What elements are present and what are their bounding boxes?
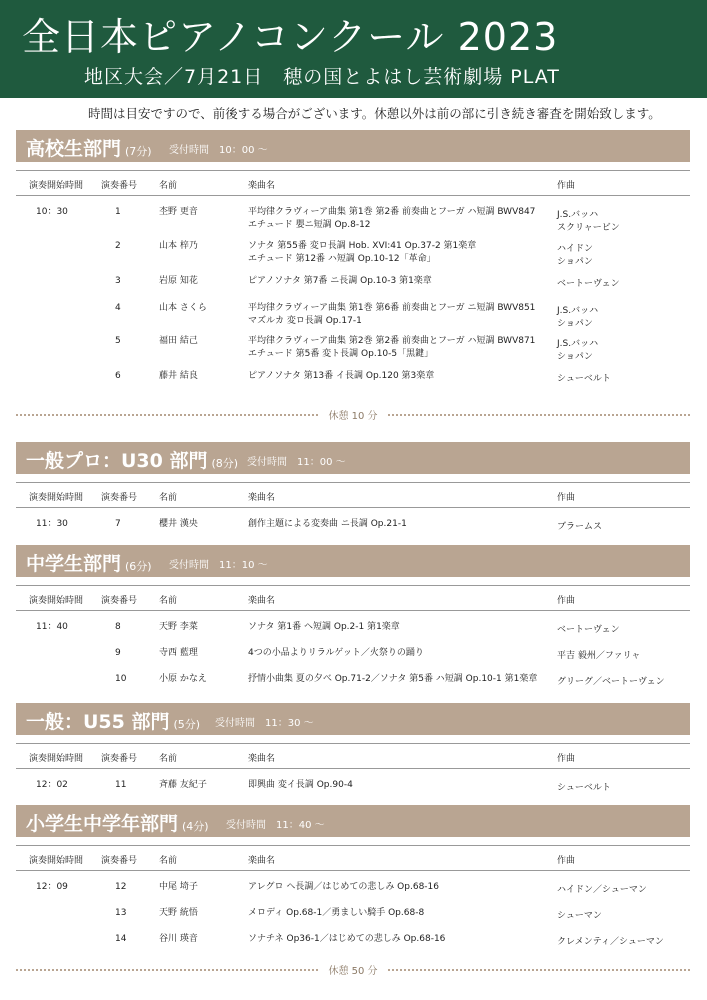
performer-name: 山本 梓乃	[159, 241, 198, 251]
column-header-row	[16, 482, 690, 508]
performer-name: 福田 結己	[159, 336, 198, 346]
piece-title: ピアノソナタ 第7番 ニ長調 Op.10-3 第1楽章	[248, 276, 432, 286]
column-header-piece: 楽曲名	[248, 754, 276, 764]
piece-title: ソナタ 第55番 変ロ長調 Hob. XVI:41 Op.37-2 第1楽章	[248, 241, 477, 251]
category-title	[26, 707, 200, 734]
piece-title: 即興曲 変イ長調 Op.90-4	[248, 780, 353, 790]
performance-number: 12	[115, 882, 127, 892]
intermission-label: 休憩 10 分	[318, 407, 387, 422]
piece-title: 創作主題による変奏曲 ニ長調 Op.21-1	[248, 519, 407, 529]
header-banner	[0, 0, 707, 98]
reception-time: 受付時間 11：00 ～	[247, 457, 346, 468]
piece-title: エチュード 嬰ニ短調 Op.8-12	[248, 220, 371, 230]
performer-name: 櫻井 漢央	[159, 519, 198, 529]
column-header-name: 名前	[159, 181, 178, 191]
piece-title: 4つの小品よりリラルゲット／火祭りの踊り	[248, 648, 424, 658]
performer-name: 山本 さくら	[159, 303, 207, 313]
performance-number: 4	[115, 303, 121, 313]
reception-time: 受付時間 11：40 ～	[226, 820, 325, 831]
column-header-piece: 楽曲名	[248, 181, 276, 191]
performance-number: 14	[115, 934, 127, 944]
column-header-composer: 作曲	[557, 596, 576, 606]
performance-duration: (6分)	[125, 560, 152, 573]
composer-name: J.S.バッハ	[557, 210, 599, 220]
category-header	[16, 545, 690, 577]
composer-name: ハイドン／シューマン	[557, 885, 647, 895]
start-time: 12：09	[36, 882, 68, 892]
composer-name: J.S.バッハ	[557, 306, 599, 316]
category-title	[26, 809, 209, 836]
column-header-row	[16, 743, 690, 769]
piece-title: 平均律クラヴィーア曲集 第1巻 第6番 前奏曲とフーガ ニ短調 BWV851	[248, 303, 536, 313]
performer-name: 谷川 瑛音	[159, 934, 198, 944]
composer-name: グリーグ／ベートーヴェン	[557, 677, 665, 687]
composer-name: シューベルト	[557, 783, 611, 793]
performer-name: 斉藤 友紀子	[159, 780, 207, 790]
performer-name: 岩原 知花	[159, 276, 198, 286]
column-header-composer: 作曲	[557, 856, 576, 866]
column-header-name: 名前	[159, 596, 178, 606]
category-header	[16, 442, 690, 474]
column-header-name: 名前	[159, 754, 178, 764]
performance-number: 11	[115, 780, 127, 790]
category-section	[16, 703, 690, 793]
performer-name: 中尾 埼子	[159, 882, 198, 892]
performance-number: 13	[115, 908, 127, 918]
piece-title: 平均律クラヴィーア曲集 第2巻 第2番 前奏曲とフーガ ハ短調 BWV871	[248, 336, 536, 346]
column-header-row	[16, 845, 690, 871]
category-name: 高校生部門	[26, 138, 122, 160]
category-section	[16, 805, 690, 947]
start-time: 11：30	[36, 519, 68, 529]
composer-name: 平吉 毅州／ファリャ	[557, 651, 641, 661]
column-header-start: 演奏開始時間	[29, 754, 84, 764]
piece-title: ソナチネ Op36-1／はじめての悲しみ Op.68-16	[248, 934, 446, 944]
composer-name: ベートーヴェン	[557, 279, 620, 289]
column-header-name: 名前	[159, 856, 178, 866]
category-title	[26, 446, 238, 473]
piece-title: マズルカ 変ロ長調 Op.17-1	[248, 316, 362, 326]
piece-title: アレグロ ヘ長調／はじめての悲しみ Op.68-16	[248, 882, 439, 892]
category-name: 中学生部門	[26, 553, 122, 575]
performance-number: 6	[115, 371, 121, 381]
performance-duration: (4分)	[182, 820, 209, 833]
category-section	[16, 130, 690, 384]
category-section	[16, 545, 690, 687]
piece-title: 平均律クラヴィーア曲集 第1巻 第2番 前奏曲とフーガ ハ短調 BWV847	[248, 207, 536, 217]
category-title	[26, 134, 152, 161]
column-header-num: 演奏番号	[101, 493, 138, 503]
piece-title: エチュード 第5番 変ト長調 Op.10-5「黒鍵」	[248, 349, 434, 359]
composer-name: ショパン	[557, 319, 593, 329]
column-header-name: 名前	[159, 493, 178, 503]
piece-title: メロディ Op.68-1／勇ましい騎手 Op.68-8	[248, 908, 425, 918]
column-header-num: 演奏番号	[101, 856, 138, 866]
column-header-row	[16, 585, 690, 611]
column-header-start: 演奏開始時間	[29, 856, 84, 866]
performance-number: 5	[115, 336, 121, 346]
page-subtitle: 地区大会／7月21日 穂の国とよはし芸術劇場 PLAT	[84, 66, 560, 88]
performer-name: 藤井 結良	[159, 371, 198, 381]
column-header-start: 演奏開始時間	[29, 493, 84, 503]
column-header-composer: 作曲	[557, 754, 576, 764]
column-header-num: 演奏番号	[101, 596, 138, 606]
piece-title: 抒情小曲集 夏の夕べ Op.71-2／ソナタ 第5番 ハ短調 Op.10-1 第1楽章	[248, 674, 538, 684]
column-header-composer: 作曲	[557, 181, 576, 191]
column-header-start: 演奏開始時間	[29, 596, 84, 606]
piece-title: ピアノソナタ 第13番 イ長調 Op.120 第3楽章	[248, 371, 435, 381]
performance-number: 2	[115, 241, 121, 251]
performance-number: 3	[115, 276, 121, 286]
column-header-composer: 作曲	[557, 493, 576, 503]
column-header-piece: 楽曲名	[248, 856, 276, 866]
performance-duration: (8分)	[211, 457, 239, 470]
composer-name: ベートーヴェン	[557, 625, 620, 635]
performer-name: 天野 李菜	[159, 622, 198, 632]
intermission-label: 休憩 50 分	[318, 962, 387, 977]
column-header-num: 演奏番号	[101, 181, 138, 191]
category-header	[16, 130, 690, 162]
performer-name: 天野 統悟	[159, 908, 198, 918]
column-header-piece: 楽曲名	[248, 596, 276, 606]
category-name: 一般：U55 部門	[26, 711, 170, 733]
composer-name: J.S.バッハ	[557, 339, 599, 349]
composer-name: シューマン	[557, 911, 602, 921]
column-header-start: 演奏開始時間	[29, 181, 84, 191]
piece-title: ソナタ 第1番 ヘ短調 Op.2-1 第1楽章	[248, 622, 400, 632]
performance-duration: (7分)	[125, 145, 152, 158]
composer-name: ブラームス	[557, 522, 603, 532]
performance-duration: (5分)	[173, 718, 201, 731]
category-title	[26, 549, 152, 576]
intermission-divider	[16, 408, 690, 422]
category-section	[16, 442, 690, 532]
intermission-divider	[16, 963, 690, 977]
category-header	[16, 805, 690, 837]
composer-name: クレメンティ／シューマン	[557, 937, 664, 947]
piece-title: エチュード 第12番 ハ短調 Op.10-12「革命」	[248, 254, 436, 264]
performance-number: 1	[115, 207, 121, 217]
composer-name: ショパン	[557, 352, 593, 362]
timing-notice: 時間は目安ですので、前後する場合がございます。休憩以外は前の部に引き続き審査を開始致します。	[88, 106, 661, 121]
performer-name: 小原 かなえ	[159, 674, 207, 684]
reception-time: 受付時間 11：30 ～	[215, 718, 314, 729]
performance-number: 10	[115, 674, 127, 684]
composer-name: ショパン	[557, 257, 593, 267]
reception-time: 受付時間 11：10 ～	[169, 560, 268, 571]
composer-name: スクリャービン	[557, 223, 620, 233]
performer-name: 杢野 更音	[159, 207, 198, 217]
performer-name: 寺西 藍理	[159, 648, 198, 658]
composer-name: ハイドン	[557, 244, 594, 254]
column-header-piece: 楽曲名	[248, 493, 276, 503]
column-header-row	[16, 170, 690, 196]
start-time: 10：30	[36, 207, 68, 217]
column-header-num: 演奏番号	[101, 754, 138, 764]
composer-name: シューベルト	[557, 374, 611, 384]
performance-number: 7	[115, 519, 121, 529]
start-time: 12：02	[36, 780, 68, 790]
performance-number: 9	[115, 648, 121, 658]
category-name: 小学生中学年部門	[26, 813, 179, 835]
performance-number: 8	[115, 622, 121, 632]
category-header	[16, 703, 690, 735]
page-title: 全日本ピアノコンクール 2023	[22, 15, 559, 59]
category-name: 一般プロ：U30 部門	[26, 450, 208, 472]
start-time: 11：40	[36, 622, 68, 632]
reception-time: 受付時間 10：00 ～	[169, 145, 268, 156]
